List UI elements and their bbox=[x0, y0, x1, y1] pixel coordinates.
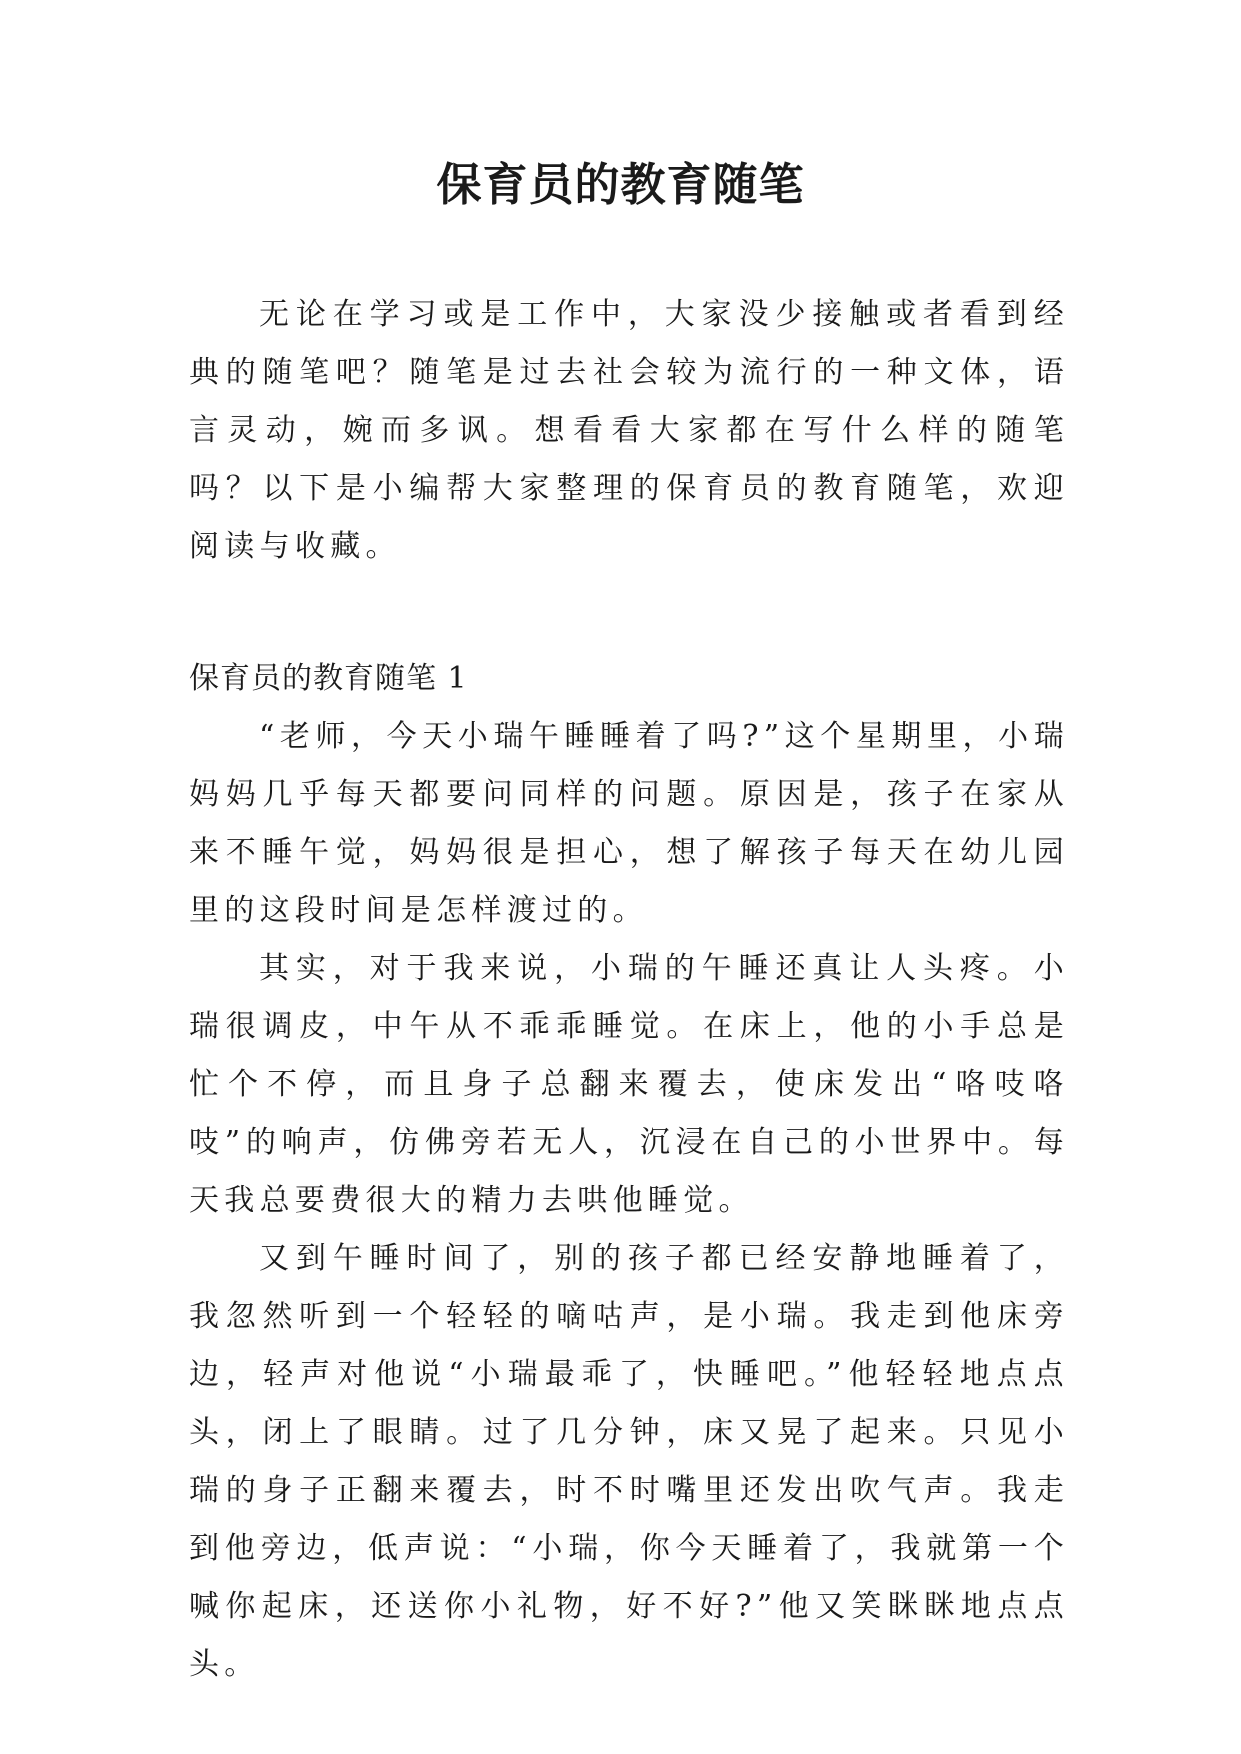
body-paragraph-3: 又到午睡时间了，别的孩子都已经安静地睡着了，我忽然听到一个轻轻的嘀咕声，是小瑞。我走到他床旁边，轻声对他说“小瑞最乖了，快睡吧。”他轻轻地点点头，闭上了眼睛。过了几分钟，床又晃了起来。只见小瑞的身子正翻来覆去，时不时嘴里还发出吹气声。我走到他旁边，低声说：“小瑞，你今天睡着了，我就第一个喊你起床，还送你小礼物，好不好?”他又笑眯眯地点点头。 bbox=[189, 1241, 1069, 1682]
document-body bbox=[189, 286, 1069, 1694]
document-title: 保育员的教育随笔 bbox=[436, 158, 805, 211]
section-heading: 保育员的教育随笔 1 bbox=[189, 661, 468, 696]
intro-paragraph: 无论在学习或是工作中，大家没少接触或者看到经典的随笔吧？随笔是过去社会较为流行的一种文体，语言灵动，婉而多讽。想看看大家都在写什么样的随笔吗？以下是小编帮大家整理的保育员的教育随笔，欢迎阅读与收藏。 bbox=[189, 297, 1069, 564]
body-paragraph-1: “老师，今天小瑞午睡睡着了吗?”这个星期里，小瑞妈妈几乎每天都要问同样的问题。原因是，孩子在家从来不睡午觉，妈妈很是担心，想了解孩子每天在幼儿园里的这段时间是怎样渡过的。 bbox=[189, 719, 1069, 928]
body-paragraph-2: 其实，对于我来说，小瑞的午睡还真让人头疼。小瑞很调皮，中午从不乖乖睡觉。在床上，他的小手总是忙个不停，而且身子总翻来覆去，使床发出“咯吱咯吱”的响声，仿佛旁若无人，沉浸在自己的小世界中。每天我总要费很大的精力去哄他睡觉。 bbox=[189, 951, 1069, 1218]
